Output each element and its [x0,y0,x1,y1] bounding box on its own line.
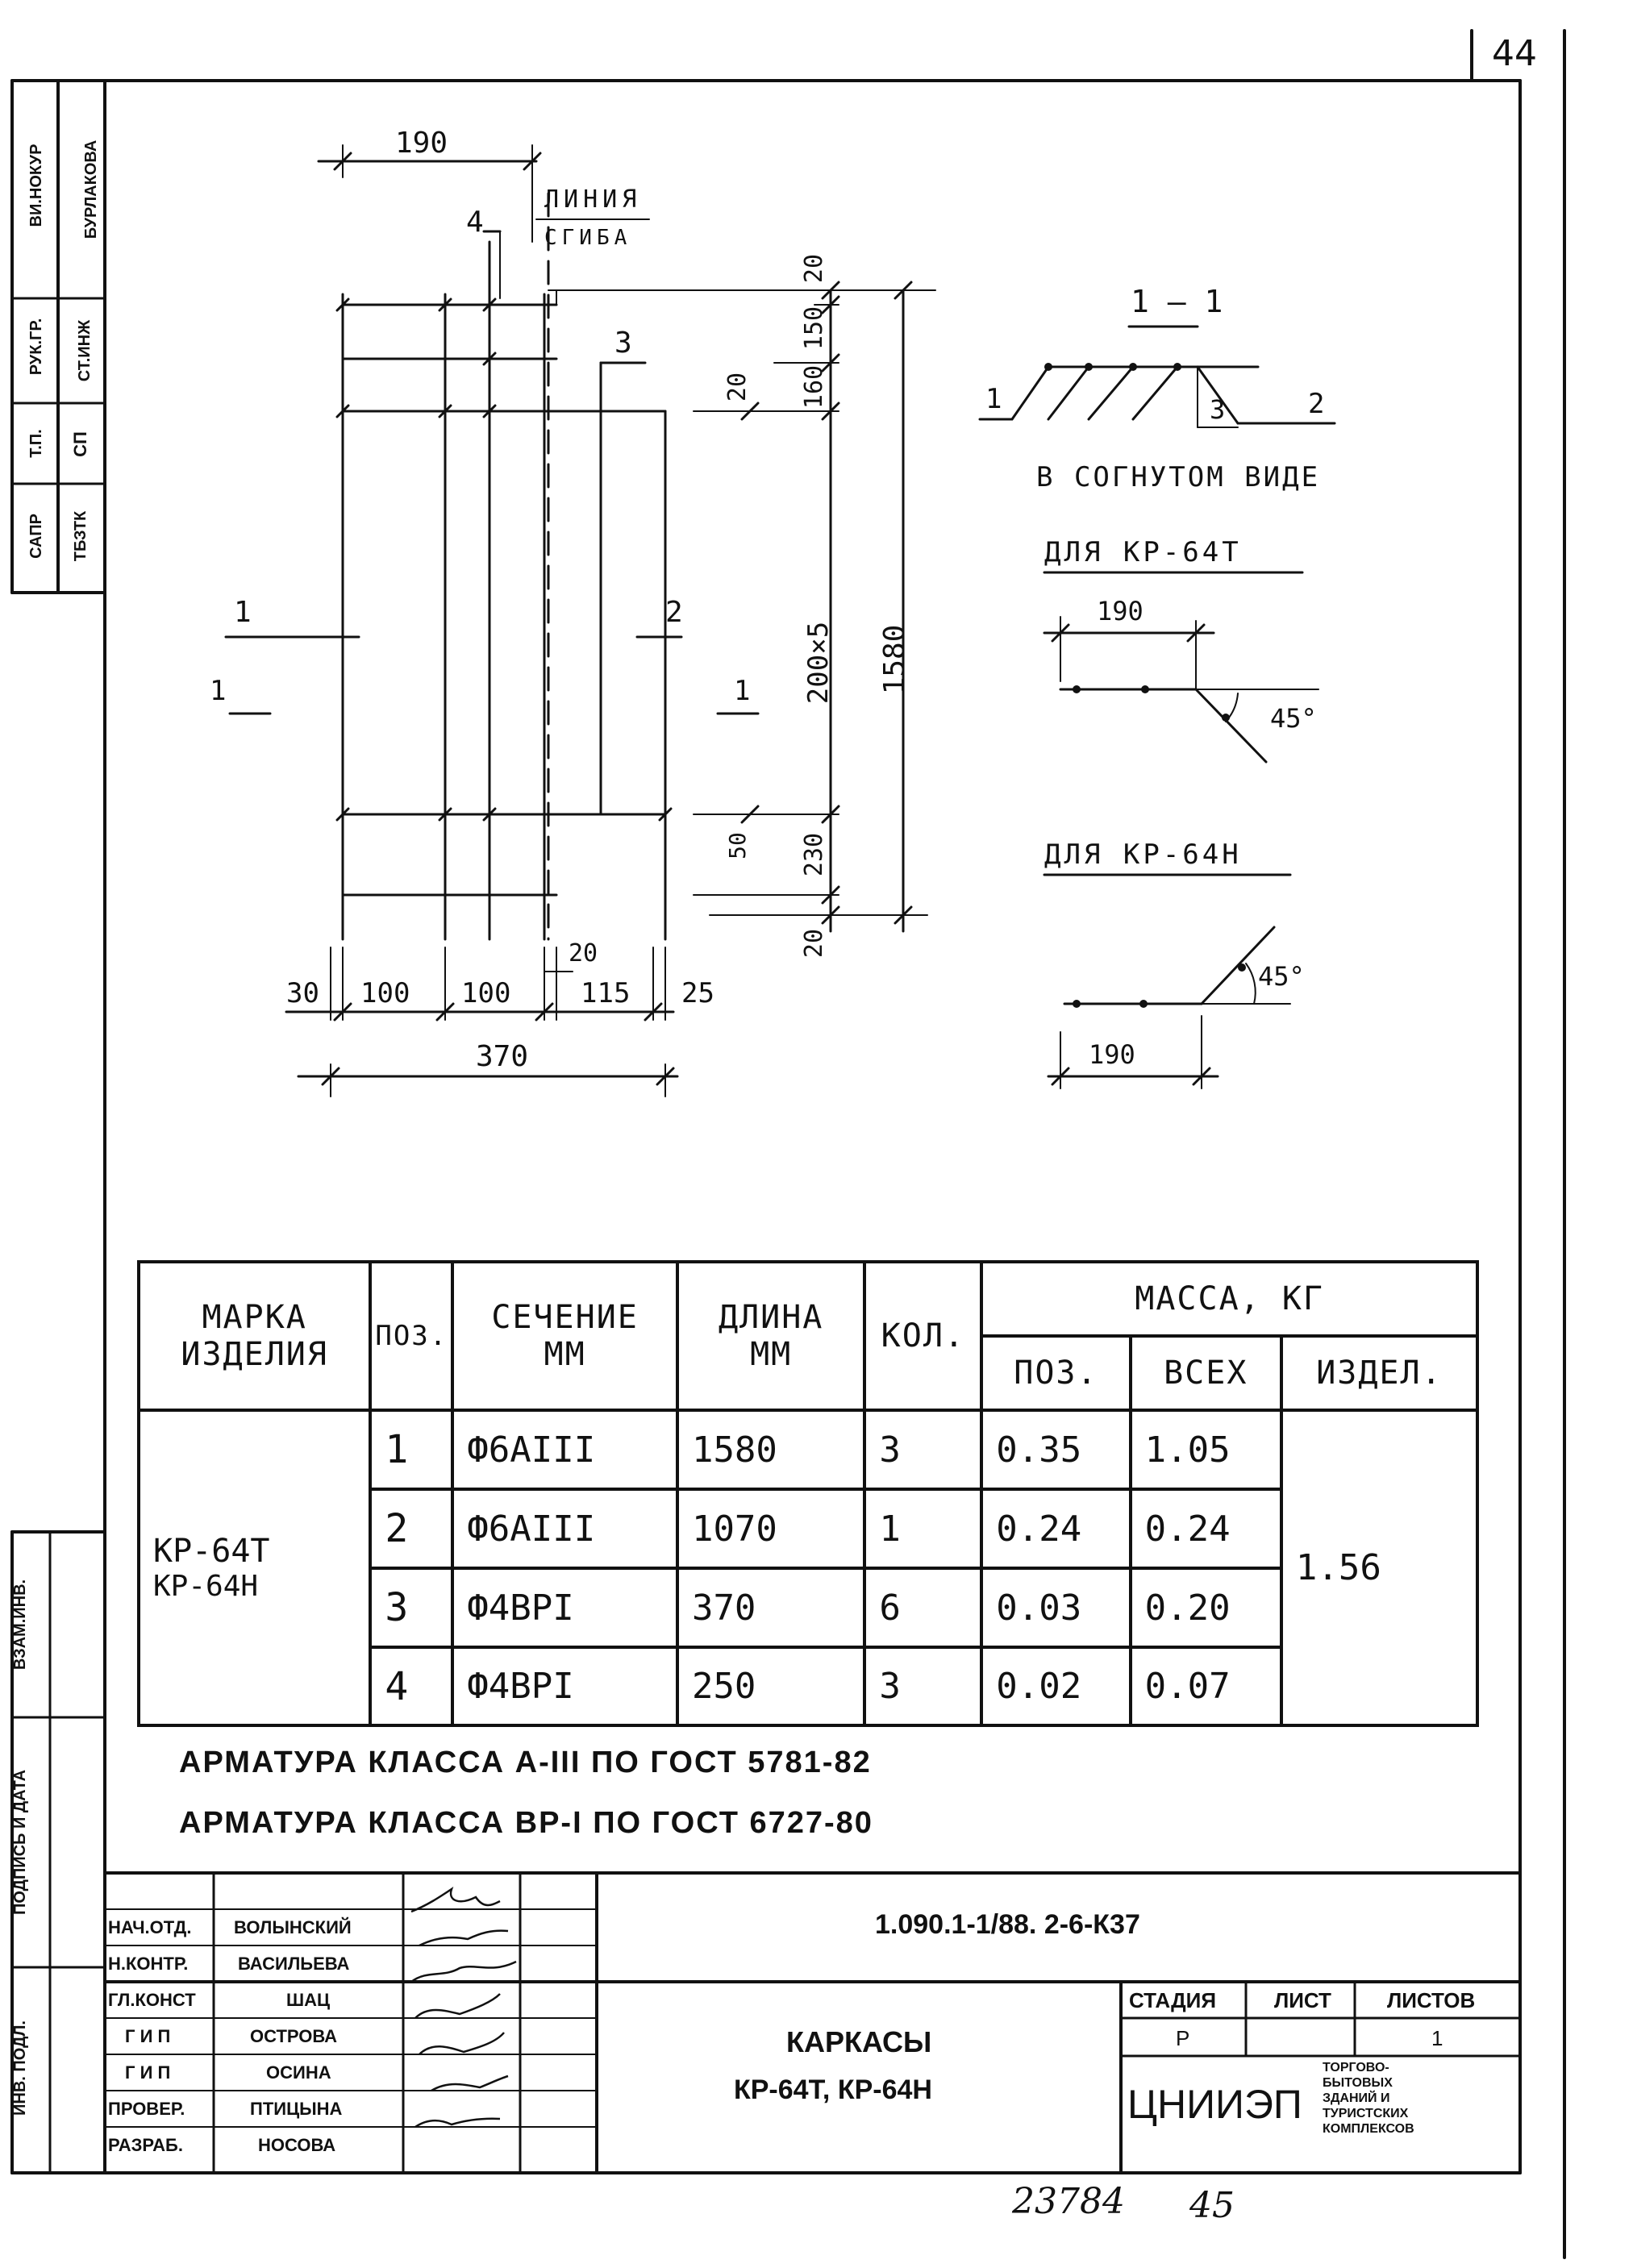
org-desc-line: КОМПЛЕКСОВ [1323,2122,1414,2136]
role-label: НАЧ.ОТД. [108,1917,192,1937]
bend-line-label: ЛИНИЯ [544,185,642,214]
position-label: 3 [614,327,632,360]
cell-section: Ф4ВРI [452,1647,677,1725]
role-label: Г И П [125,2062,171,2083]
role-label: Н.КОНТР. [108,1954,189,1974]
dimension-label: 200×5 [802,621,835,705]
cell-item-mass: 1.56 [1281,1410,1477,1725]
header-length-line1: ДЛИНА [718,1299,824,1336]
person-name: ШАЦ [286,1990,331,2010]
cell-section: Ф6АIII [452,1410,677,1489]
cell-mass-pos: 0.03 [981,1568,1130,1647]
header-mark-line2: ИЗДЕЛИЯ [181,1336,328,1373]
page-number: 45 [1189,2185,1235,2226]
person-name: ПТИЦЫНА [250,2099,343,2119]
cell-pos: 3 [370,1568,452,1647]
dimension-label: 100 [461,977,511,1009]
sheet-label: ЛИСТ [1274,1988,1331,2012]
role-label: РАЗРАБ. [108,2135,183,2155]
kr64t-caption: ДЛЯ КР-64Т [1044,536,1242,568]
section-title: 1 – 1 [1131,284,1223,319]
drawing-title-line1: КАРКАСЫ [786,2025,932,2058]
table-row [139,1410,1477,1489]
signatures [403,1873,520,2173]
org-desc-line: БЫТОВЫХ [1323,2076,1393,2090]
header-section-line1: СЕЧЕНИЕ [491,1299,639,1336]
position-label: 2 [665,596,683,629]
cell-count: 3 [864,1647,981,1725]
section-position-label: 3 [1210,394,1226,425]
cell-mass-pos: 0.24 [981,1489,1130,1568]
note-line: АРМАТУРА КЛАССА А-III ПО ГОСТ 5781-82 [179,1746,872,1779]
position-label: 1 [234,596,252,629]
sheets-value: 1 [1431,2026,1443,2050]
cell-count: 1 [864,1489,981,1568]
drawing-title-line2: КР-64Т, КР-64Н [734,2074,932,2105]
note-line: АРМАТУРА КЛАССА ВР-I ПО ГОСТ 6727-80 [179,1806,873,1840]
specification-table [137,1260,1479,1727]
stamp-cell: РУК.ГР. [27,318,45,376]
bend-line-label: СГИБА [544,226,632,250]
dimension-label: 115 [581,977,631,1009]
person-name: ВОЛЫНСКИЙ [234,1917,352,1937]
dimension-label: 1580 [878,624,911,695]
section-position-label: 2 [1308,388,1325,420]
org-desc-line: ЗДАНИЙ И [1323,2091,1390,2105]
dimension-label: 370 [476,1040,529,1073]
kr64h-caption: ДЛЯ КР-64Н [1044,839,1242,871]
inventory-number: 23784 [1012,2181,1125,2222]
cell-section: Ф4ВРI [452,1568,677,1647]
cell-pos: 4 [370,1647,452,1725]
person-name: НОСОВА [258,2135,336,2155]
dimension-label: 150 [800,306,828,351]
header-pos: ПОЗ. [370,1262,452,1410]
stamp-cell: ИНВ. ПОДЛ. [11,2020,29,2116]
section-position-label: 1 [985,383,1002,415]
stamp-cell: САПР [27,514,45,559]
cell-mass-pos: 0.02 [981,1647,1130,1725]
organization-description [1323,2060,1414,2137]
cell-mass-all: 1.05 [1131,1410,1281,1489]
dimension-label: 100 [360,977,410,1009]
header-mass-pos: ПОЗ. [981,1336,1130,1410]
header-length [677,1262,864,1410]
role-label: ПРОВЕР. [108,2099,185,2119]
cell-mass-pos: 0.35 [981,1410,1130,1489]
header-mass-all: ВСЕХ [1131,1336,1281,1410]
section-mark-label: 1 [734,675,751,707]
dimension-label: 20 [800,928,828,959]
document-code: 1.090.1-1/88. 2-6-К37 [875,1909,1140,1940]
dimension-label: 160 [800,364,828,410]
stamp-cell: ТБЗТК [72,510,90,562]
person-name: ОСТРОВА [250,2026,338,2046]
cell-length: 250 [677,1647,864,1725]
dimension-label: 20 [569,939,598,968]
mark-value: КР-64Т [153,1533,270,1570]
header-mark [139,1262,370,1410]
top-dimension-label: 190 [395,127,448,160]
person-name: ОСИНА [266,2062,331,2083]
organization-name: ЦНИИЭП [1127,2082,1302,2127]
cell-mass-all: 0.24 [1131,1489,1281,1568]
cell-length: 1070 [677,1489,864,1568]
stamp-cell: Т.П. [27,429,45,458]
cell-mass-all: 0.07 [1131,1647,1281,1725]
stamp-cell: СП [70,431,90,457]
cell-count: 6 [864,1568,981,1647]
cell-length: 370 [677,1568,864,1647]
role-label: Г И П [125,2026,171,2046]
dimension-label: 25 [681,977,714,1009]
header-section [452,1262,677,1410]
stamp-cell: СТ.ИНЖ [76,319,94,382]
dimension-label: 50 [724,832,751,859]
org-desc-line: ТОРГОВО- [1323,2061,1389,2074]
cell-length: 1580 [677,1410,864,1489]
stamp-cell: ВИ.НОКУР [27,144,45,227]
role-label: ГЛ.КОНСТ [108,1990,196,2010]
position-label: 4 [466,206,484,239]
cell-pos: 2 [370,1489,452,1568]
sheet-corner-number: 44 [1492,33,1537,74]
stage-label: СТАДИЯ [1129,1988,1217,2012]
header-mark-line1: МАРКА [202,1299,307,1336]
dimension-label: 20 [800,253,828,284]
sheets-label: ЛИСТОВ [1387,1988,1476,2012]
stage-value: Р [1176,2026,1190,2050]
stamp-cell: БУРЛАКОВА [82,139,100,239]
kr64t-dimension: 190 [1097,596,1144,626]
dimension-label: 230 [800,832,828,877]
mark-value: КР-64Н [153,1570,259,1603]
kr64t-angle: 45° [1270,703,1317,734]
org-desc-line: ТУРИСТСКИХ [1323,2107,1409,2120]
cell-count: 3 [864,1410,981,1489]
section-mark-label: 1 [210,675,227,707]
stamp-cell: ВЗАМ.ИНВ. [11,1579,29,1671]
cell-mass-all: 0.20 [1131,1568,1281,1647]
kr64h-angle: 45° [1258,961,1305,992]
cell-mark [139,1410,370,1725]
header-section-line2: ММ [544,1336,586,1373]
dimension-label: 20 [723,372,752,402]
cell-pos: 1 [370,1410,452,1489]
stamp-cell: ПОДПИСЬ И ДАТА [11,1769,29,1916]
header-mass: МАССА, КГ [981,1262,1477,1336]
bent-view-caption: В СОГНУТОМ ВИДЕ [1036,461,1321,493]
header-count: КОЛ. [864,1262,981,1410]
header-mass-item: ИЗДЕЛ. [1281,1336,1477,1410]
person-name: ВАСИЛЬЕВА [238,1954,350,1974]
header-length-line2: ММ [750,1336,793,1373]
cell-section: Ф6АIII [452,1489,677,1568]
kr64h-dimension: 190 [1089,1039,1135,1070]
dimension-label: 30 [286,977,319,1009]
